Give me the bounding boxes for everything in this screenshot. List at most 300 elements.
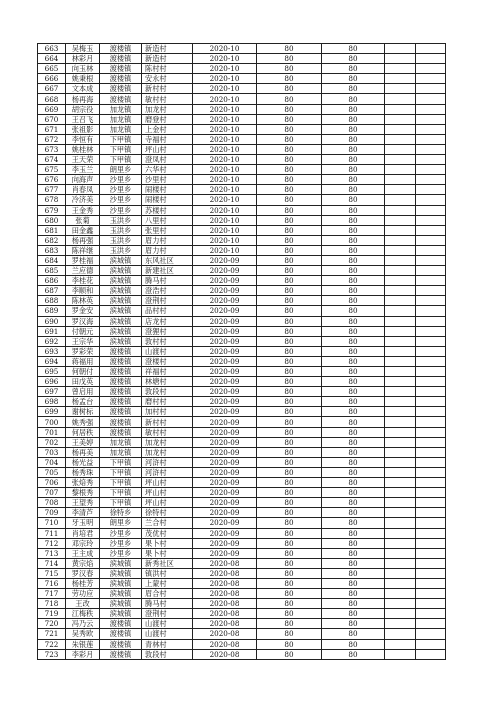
village-cell: 加龙村 bbox=[142, 437, 193, 447]
paid-amount-cell: 80 bbox=[322, 599, 385, 609]
name-cell: 文本成 bbox=[66, 84, 100, 94]
village-cell: 新秀社区 bbox=[142, 558, 193, 568]
village-cell: 敦段村 bbox=[142, 387, 193, 397]
amount-cell: 80 bbox=[257, 286, 322, 296]
table-row bbox=[38, 639, 446, 649]
name-cell: 杨光益 bbox=[66, 457, 100, 467]
amount-cell: 80 bbox=[257, 225, 322, 235]
table-row bbox=[38, 134, 446, 144]
empty-cell bbox=[385, 245, 416, 255]
name-cell: 李清芦 bbox=[66, 508, 100, 518]
village-cell: 镇洪村 bbox=[142, 568, 193, 578]
name-cell: 姚秀强 bbox=[66, 417, 100, 427]
village-cell: 苏楼村 bbox=[142, 205, 193, 215]
amount-cell: 80 bbox=[257, 235, 322, 245]
row-number-cell: 686 bbox=[38, 276, 66, 286]
table-row bbox=[38, 589, 446, 599]
paid-amount-cell: 80 bbox=[322, 437, 385, 447]
paid-amount-cell: 80 bbox=[322, 467, 385, 477]
amount-cell: 80 bbox=[257, 296, 322, 306]
empty-cell bbox=[385, 488, 416, 498]
month-cell: 2020-10 bbox=[193, 94, 257, 104]
table-row bbox=[38, 255, 446, 265]
amount-cell: 80 bbox=[257, 478, 322, 488]
amount-cell: 80 bbox=[257, 155, 322, 165]
paid-amount-cell: 80 bbox=[322, 639, 385, 649]
name-cell: 黎根秀 bbox=[66, 488, 100, 498]
name-cell: 肖培君 bbox=[66, 528, 100, 538]
paid-amount-cell: 80 bbox=[322, 44, 385, 54]
town-cell: 下甲镇 bbox=[100, 457, 142, 467]
paid-amount-cell: 80 bbox=[322, 245, 385, 255]
empty-cell bbox=[385, 629, 416, 639]
name-cell: 曾启用 bbox=[66, 387, 100, 397]
table-row bbox=[38, 296, 446, 306]
table-row bbox=[38, 367, 446, 377]
table-row bbox=[38, 276, 446, 286]
amount-cell: 80 bbox=[257, 346, 322, 356]
month-cell: 2020-09 bbox=[193, 518, 257, 528]
empty-cell bbox=[385, 417, 416, 427]
month-cell: 2020-09 bbox=[193, 407, 257, 417]
table-row bbox=[38, 619, 446, 629]
name-cell: 蒋福用 bbox=[66, 356, 100, 366]
month-cell: 2020-09 bbox=[193, 437, 257, 447]
name-cell: 姚秉根 bbox=[66, 74, 100, 84]
month-cell: 2020-08 bbox=[193, 568, 257, 578]
month-cell: 2020-09 bbox=[193, 346, 257, 356]
table-row bbox=[38, 457, 446, 467]
town-cell: 渡楼镇 bbox=[100, 417, 142, 427]
empty-cell bbox=[416, 356, 446, 366]
town-cell: 渡楼镇 bbox=[100, 367, 142, 377]
table-row bbox=[38, 609, 446, 619]
table-row bbox=[38, 235, 446, 245]
amount-cell: 80 bbox=[257, 144, 322, 154]
empty-cell bbox=[416, 235, 446, 245]
village-cell: 品村村 bbox=[142, 306, 193, 316]
table-row bbox=[38, 447, 446, 457]
empty-cell bbox=[385, 336, 416, 346]
paid-amount-cell: 80 bbox=[322, 84, 385, 94]
row-number-cell: 722 bbox=[38, 639, 66, 649]
town-cell: 滨城镇 bbox=[100, 609, 142, 619]
town-cell: 玉洪乡 bbox=[100, 225, 142, 235]
amount-cell: 80 bbox=[257, 609, 322, 619]
empty-cell bbox=[416, 245, 446, 255]
table-row bbox=[38, 649, 446, 659]
row-number-cell: 682 bbox=[38, 235, 66, 245]
amount-cell: 80 bbox=[257, 74, 322, 84]
empty-cell bbox=[416, 346, 446, 356]
town-cell: 滨城镇 bbox=[100, 578, 142, 588]
month-cell: 2020-08 bbox=[193, 558, 257, 568]
name-cell: 向玉林 bbox=[66, 64, 100, 74]
row-number-cell: 712 bbox=[38, 538, 66, 548]
village-cell: 眉力村 bbox=[142, 245, 193, 255]
row-number-cell: 685 bbox=[38, 266, 66, 276]
row-number-cell: 707 bbox=[38, 488, 66, 498]
empty-cell bbox=[385, 94, 416, 104]
month-cell: 2020-10 bbox=[193, 155, 257, 165]
amount-cell: 80 bbox=[257, 134, 322, 144]
empty-cell bbox=[385, 195, 416, 205]
row-number-cell: 675 bbox=[38, 165, 66, 175]
paid-amount-cell: 80 bbox=[322, 568, 385, 578]
empty-cell bbox=[385, 518, 416, 528]
row-number-cell: 667 bbox=[38, 84, 66, 94]
amount-cell: 80 bbox=[257, 316, 322, 326]
paid-amount-cell: 80 bbox=[322, 144, 385, 154]
month-cell: 2020-08 bbox=[193, 578, 257, 588]
town-cell: 滨城镇 bbox=[100, 266, 142, 276]
month-cell: 2020-09 bbox=[193, 397, 257, 407]
name-cell: 王召飞 bbox=[66, 114, 100, 124]
table-row bbox=[38, 306, 446, 316]
town-cell: 渡楼镇 bbox=[100, 377, 142, 387]
village-cell: 敏村村 bbox=[142, 427, 193, 437]
month-cell: 2020-10 bbox=[193, 175, 257, 185]
month-cell: 2020-08 bbox=[193, 649, 257, 659]
paid-amount-cell: 80 bbox=[322, 205, 385, 215]
town-cell: 徐特乡 bbox=[100, 508, 142, 518]
paid-amount-cell: 80 bbox=[322, 155, 385, 165]
empty-cell bbox=[416, 649, 446, 659]
month-cell: 2020-10 bbox=[193, 225, 257, 235]
empty-cell bbox=[416, 568, 446, 578]
name-cell: 陈祥继 bbox=[66, 245, 100, 255]
amount-cell: 80 bbox=[257, 467, 322, 477]
empty-cell bbox=[416, 306, 446, 316]
row-number-cell: 670 bbox=[38, 114, 66, 124]
amount-cell: 80 bbox=[257, 528, 322, 538]
row-number-cell: 697 bbox=[38, 387, 66, 397]
name-cell: 吴梅玉 bbox=[66, 44, 100, 54]
row-number-cell: 680 bbox=[38, 215, 66, 225]
name-cell: 杨再海 bbox=[66, 94, 100, 104]
name-cell: 吴秀欧 bbox=[66, 629, 100, 639]
town-cell: 渡楼镇 bbox=[100, 619, 142, 629]
empty-cell bbox=[416, 104, 446, 114]
empty-cell bbox=[416, 599, 446, 609]
name-cell: 杨秀珠 bbox=[66, 467, 100, 477]
town-cell: 加龙镇 bbox=[100, 114, 142, 124]
empty-cell bbox=[416, 578, 446, 588]
town-cell: 渡楼镇 bbox=[100, 84, 142, 94]
name-cell: 牙玉明 bbox=[66, 518, 100, 528]
row-number-cell: 676 bbox=[38, 175, 66, 185]
table-row bbox=[38, 407, 446, 417]
month-cell: 2020-09 bbox=[193, 508, 257, 518]
paid-amount-cell: 80 bbox=[322, 64, 385, 74]
village-cell: 澄楼村 bbox=[142, 356, 193, 366]
month-cell: 2020-09 bbox=[193, 276, 257, 286]
village-cell: 坪山村 bbox=[142, 144, 193, 154]
village-cell: 青林村 bbox=[142, 639, 193, 649]
table-row bbox=[38, 245, 446, 255]
empty-cell bbox=[385, 609, 416, 619]
month-cell: 2020-08 bbox=[193, 609, 257, 619]
empty-cell bbox=[385, 44, 416, 54]
empty-cell bbox=[385, 185, 416, 195]
village-cell: 上金村 bbox=[142, 124, 193, 134]
empty-cell bbox=[416, 185, 446, 195]
row-number-cell: 717 bbox=[38, 589, 66, 599]
amount-cell: 80 bbox=[257, 629, 322, 639]
amount-cell: 80 bbox=[257, 619, 322, 629]
empty-cell bbox=[385, 568, 416, 578]
town-cell: 朗里乡 bbox=[100, 165, 142, 175]
month-cell: 2020-10 bbox=[193, 104, 257, 114]
village-cell: 安永村 bbox=[142, 74, 193, 84]
village-cell: 加村村 bbox=[142, 407, 193, 417]
town-cell: 下甲镇 bbox=[100, 134, 142, 144]
empty-cell bbox=[416, 558, 446, 568]
table-row bbox=[38, 528, 446, 538]
village-cell: 敏村村 bbox=[142, 94, 193, 104]
row-number-cell: 713 bbox=[38, 548, 66, 558]
table-row bbox=[38, 165, 446, 175]
amount-cell: 80 bbox=[257, 447, 322, 457]
empty-cell bbox=[385, 498, 416, 508]
paid-amount-cell: 80 bbox=[322, 488, 385, 498]
table-row bbox=[38, 155, 446, 165]
row-number-cell: 679 bbox=[38, 205, 66, 215]
amount-cell: 80 bbox=[257, 417, 322, 427]
name-cell: 王美婷 bbox=[66, 437, 100, 447]
paid-amount-cell: 80 bbox=[322, 397, 385, 407]
empty-cell bbox=[416, 94, 446, 104]
village-cell: 敦村村 bbox=[142, 336, 193, 346]
empty-cell bbox=[416, 548, 446, 558]
amount-cell: 80 bbox=[257, 538, 322, 548]
paid-amount-cell: 80 bbox=[322, 266, 385, 276]
table-row bbox=[38, 568, 446, 578]
empty-cell bbox=[416, 225, 446, 235]
paid-amount-cell: 80 bbox=[322, 326, 385, 336]
amount-cell: 80 bbox=[257, 578, 322, 588]
village-cell: 兰合村 bbox=[142, 518, 193, 528]
name-cell: 王金秀 bbox=[66, 205, 100, 215]
empty-cell bbox=[385, 599, 416, 609]
empty-cell bbox=[416, 488, 446, 498]
paid-amount-cell: 80 bbox=[322, 508, 385, 518]
paid-amount-cell: 80 bbox=[322, 589, 385, 599]
paid-amount-cell: 80 bbox=[322, 165, 385, 175]
amount-cell: 80 bbox=[257, 599, 322, 609]
name-cell: 林彩月 bbox=[66, 54, 100, 64]
village-cell: 山渡村 bbox=[142, 629, 193, 639]
amount-cell: 80 bbox=[257, 548, 322, 558]
month-cell: 2020-10 bbox=[193, 84, 257, 94]
month-cell: 2020-09 bbox=[193, 488, 257, 498]
paid-amount-cell: 80 bbox=[322, 427, 385, 437]
empty-cell bbox=[416, 336, 446, 346]
amount-cell: 80 bbox=[257, 54, 322, 64]
table-row bbox=[38, 488, 446, 498]
town-cell: 滨城镇 bbox=[100, 599, 142, 609]
empty-cell bbox=[416, 528, 446, 538]
name-cell: 谢树标 bbox=[66, 407, 100, 417]
paid-amount-cell: 80 bbox=[322, 346, 385, 356]
paid-amount-cell: 80 bbox=[322, 225, 385, 235]
village-cell: 新村村 bbox=[142, 84, 193, 94]
row-number-cell: 693 bbox=[38, 346, 66, 356]
village-cell: 磨登村 bbox=[142, 114, 193, 124]
name-cell: 何朝付 bbox=[66, 367, 100, 377]
month-cell: 2020-10 bbox=[193, 144, 257, 154]
amount-cell: 80 bbox=[257, 94, 322, 104]
name-cell: 王望秀 bbox=[66, 498, 100, 508]
table-row bbox=[38, 64, 446, 74]
paid-amount-cell: 80 bbox=[322, 356, 385, 366]
empty-cell bbox=[416, 397, 446, 407]
village-cell: 东风社区 bbox=[142, 255, 193, 265]
table-row bbox=[38, 74, 446, 84]
name-cell: 李恒有 bbox=[66, 134, 100, 144]
empty-cell bbox=[416, 195, 446, 205]
paid-amount-cell: 80 bbox=[322, 104, 385, 114]
empty-cell bbox=[416, 407, 446, 417]
town-cell: 渡楼镇 bbox=[100, 94, 142, 104]
town-cell: 沙里乡 bbox=[100, 548, 142, 558]
town-cell: 沙里乡 bbox=[100, 185, 142, 195]
amount-cell: 80 bbox=[257, 367, 322, 377]
paid-amount-cell: 80 bbox=[322, 649, 385, 659]
name-cell: 王主成 bbox=[66, 548, 100, 558]
amount-cell: 80 bbox=[257, 215, 322, 225]
row-number-cell: 710 bbox=[38, 518, 66, 528]
village-cell: 坪山村 bbox=[142, 488, 193, 498]
month-cell: 2020-09 bbox=[193, 306, 257, 316]
amount-cell: 80 bbox=[257, 589, 322, 599]
table-row bbox=[38, 144, 446, 154]
amount-cell: 80 bbox=[257, 114, 322, 124]
row-number-cell: 690 bbox=[38, 316, 66, 326]
amount-cell: 80 bbox=[257, 356, 322, 366]
table-row bbox=[38, 548, 446, 558]
table-row bbox=[38, 195, 446, 205]
month-cell: 2020-10 bbox=[193, 205, 257, 215]
empty-cell bbox=[385, 528, 416, 538]
town-cell: 滨城镇 bbox=[100, 558, 142, 568]
village-cell: 新建社区 bbox=[142, 266, 193, 276]
month-cell: 2020-10 bbox=[193, 215, 257, 225]
row-number-cell: 704 bbox=[38, 457, 66, 467]
village-cell: 坪山村 bbox=[142, 498, 193, 508]
month-cell: 2020-08 bbox=[193, 629, 257, 639]
empty-cell bbox=[416, 639, 446, 649]
name-cell: 李桂花 bbox=[66, 276, 100, 286]
row-number-cell: 669 bbox=[38, 104, 66, 114]
empty-cell bbox=[385, 346, 416, 356]
row-number-cell: 666 bbox=[38, 74, 66, 84]
village-cell: 山渡村 bbox=[142, 346, 193, 356]
empty-cell bbox=[416, 114, 446, 124]
row-number-cell: 681 bbox=[38, 225, 66, 235]
village-cell: 河浒村 bbox=[142, 467, 193, 477]
empty-cell bbox=[385, 286, 416, 296]
row-number-cell: 698 bbox=[38, 397, 66, 407]
name-cell: 杨再强 bbox=[66, 235, 100, 245]
empty-cell bbox=[385, 84, 416, 94]
empty-cell bbox=[416, 619, 446, 629]
amount-cell: 80 bbox=[257, 104, 322, 114]
town-cell: 玉洪乡 bbox=[100, 245, 142, 255]
empty-cell bbox=[385, 397, 416, 407]
paid-amount-cell: 80 bbox=[322, 407, 385, 417]
row-number-cell: 709 bbox=[38, 508, 66, 518]
name-cell: 兰应德 bbox=[66, 266, 100, 276]
table-row bbox=[38, 518, 446, 528]
empty-cell bbox=[416, 538, 446, 548]
table-row bbox=[38, 185, 446, 195]
amount-cell: 80 bbox=[257, 498, 322, 508]
town-cell: 渡楼镇 bbox=[100, 44, 142, 54]
row-number-cell: 708 bbox=[38, 498, 66, 508]
row-number-cell: 674 bbox=[38, 155, 66, 165]
table-row bbox=[38, 326, 446, 336]
village-cell: 河浒村 bbox=[142, 457, 193, 467]
empty-cell bbox=[416, 286, 446, 296]
village-cell: 澄狸村 bbox=[142, 326, 193, 336]
amount-cell: 80 bbox=[257, 457, 322, 467]
row-number-cell: 718 bbox=[38, 599, 66, 609]
paid-amount-cell: 80 bbox=[322, 457, 385, 467]
name-cell: 黄宗焰 bbox=[66, 558, 100, 568]
table-row bbox=[38, 54, 446, 64]
row-number-cell: 715 bbox=[38, 568, 66, 578]
payment-table-body bbox=[38, 44, 446, 660]
paid-amount-cell: 80 bbox=[322, 478, 385, 488]
paid-amount-cell: 80 bbox=[322, 134, 385, 144]
town-cell: 玉洪乡 bbox=[100, 235, 142, 245]
name-cell: 田金鑫 bbox=[66, 225, 100, 235]
paid-amount-cell: 80 bbox=[322, 619, 385, 629]
empty-cell bbox=[385, 114, 416, 124]
row-number-cell: 678 bbox=[38, 195, 66, 205]
paid-amount-cell: 80 bbox=[322, 316, 385, 326]
month-cell: 2020-10 bbox=[193, 74, 257, 84]
empty-cell bbox=[385, 407, 416, 417]
village-cell: 澄荆村 bbox=[142, 609, 193, 619]
table-row bbox=[38, 316, 446, 326]
payment-table bbox=[37, 43, 446, 660]
village-cell: 澄凤村 bbox=[142, 155, 193, 165]
paid-amount-cell: 80 bbox=[322, 255, 385, 265]
village-cell: 张里村 bbox=[142, 225, 193, 235]
table-row bbox=[38, 387, 446, 397]
town-cell: 滨城镇 bbox=[100, 326, 142, 336]
paid-amount-cell: 80 bbox=[322, 175, 385, 185]
village-cell: 澄荆村 bbox=[142, 296, 193, 306]
empty-cell bbox=[416, 629, 446, 639]
village-cell: 上蒙村 bbox=[142, 578, 193, 588]
town-cell: 加龙镇 bbox=[100, 447, 142, 457]
paid-amount-cell: 80 bbox=[322, 609, 385, 619]
name-cell: 肖春凤 bbox=[66, 185, 100, 195]
empty-cell bbox=[416, 144, 446, 154]
paid-amount-cell: 80 bbox=[322, 538, 385, 548]
town-cell: 渡楼镇 bbox=[100, 54, 142, 64]
name-cell: 罗彩荣 bbox=[66, 346, 100, 356]
village-cell: 茂优村 bbox=[142, 528, 193, 538]
empty-cell bbox=[416, 609, 446, 619]
village-cell: 加龙村 bbox=[142, 104, 193, 114]
month-cell: 2020-09 bbox=[193, 387, 257, 397]
table-row bbox=[38, 336, 446, 346]
empty-cell bbox=[385, 316, 416, 326]
